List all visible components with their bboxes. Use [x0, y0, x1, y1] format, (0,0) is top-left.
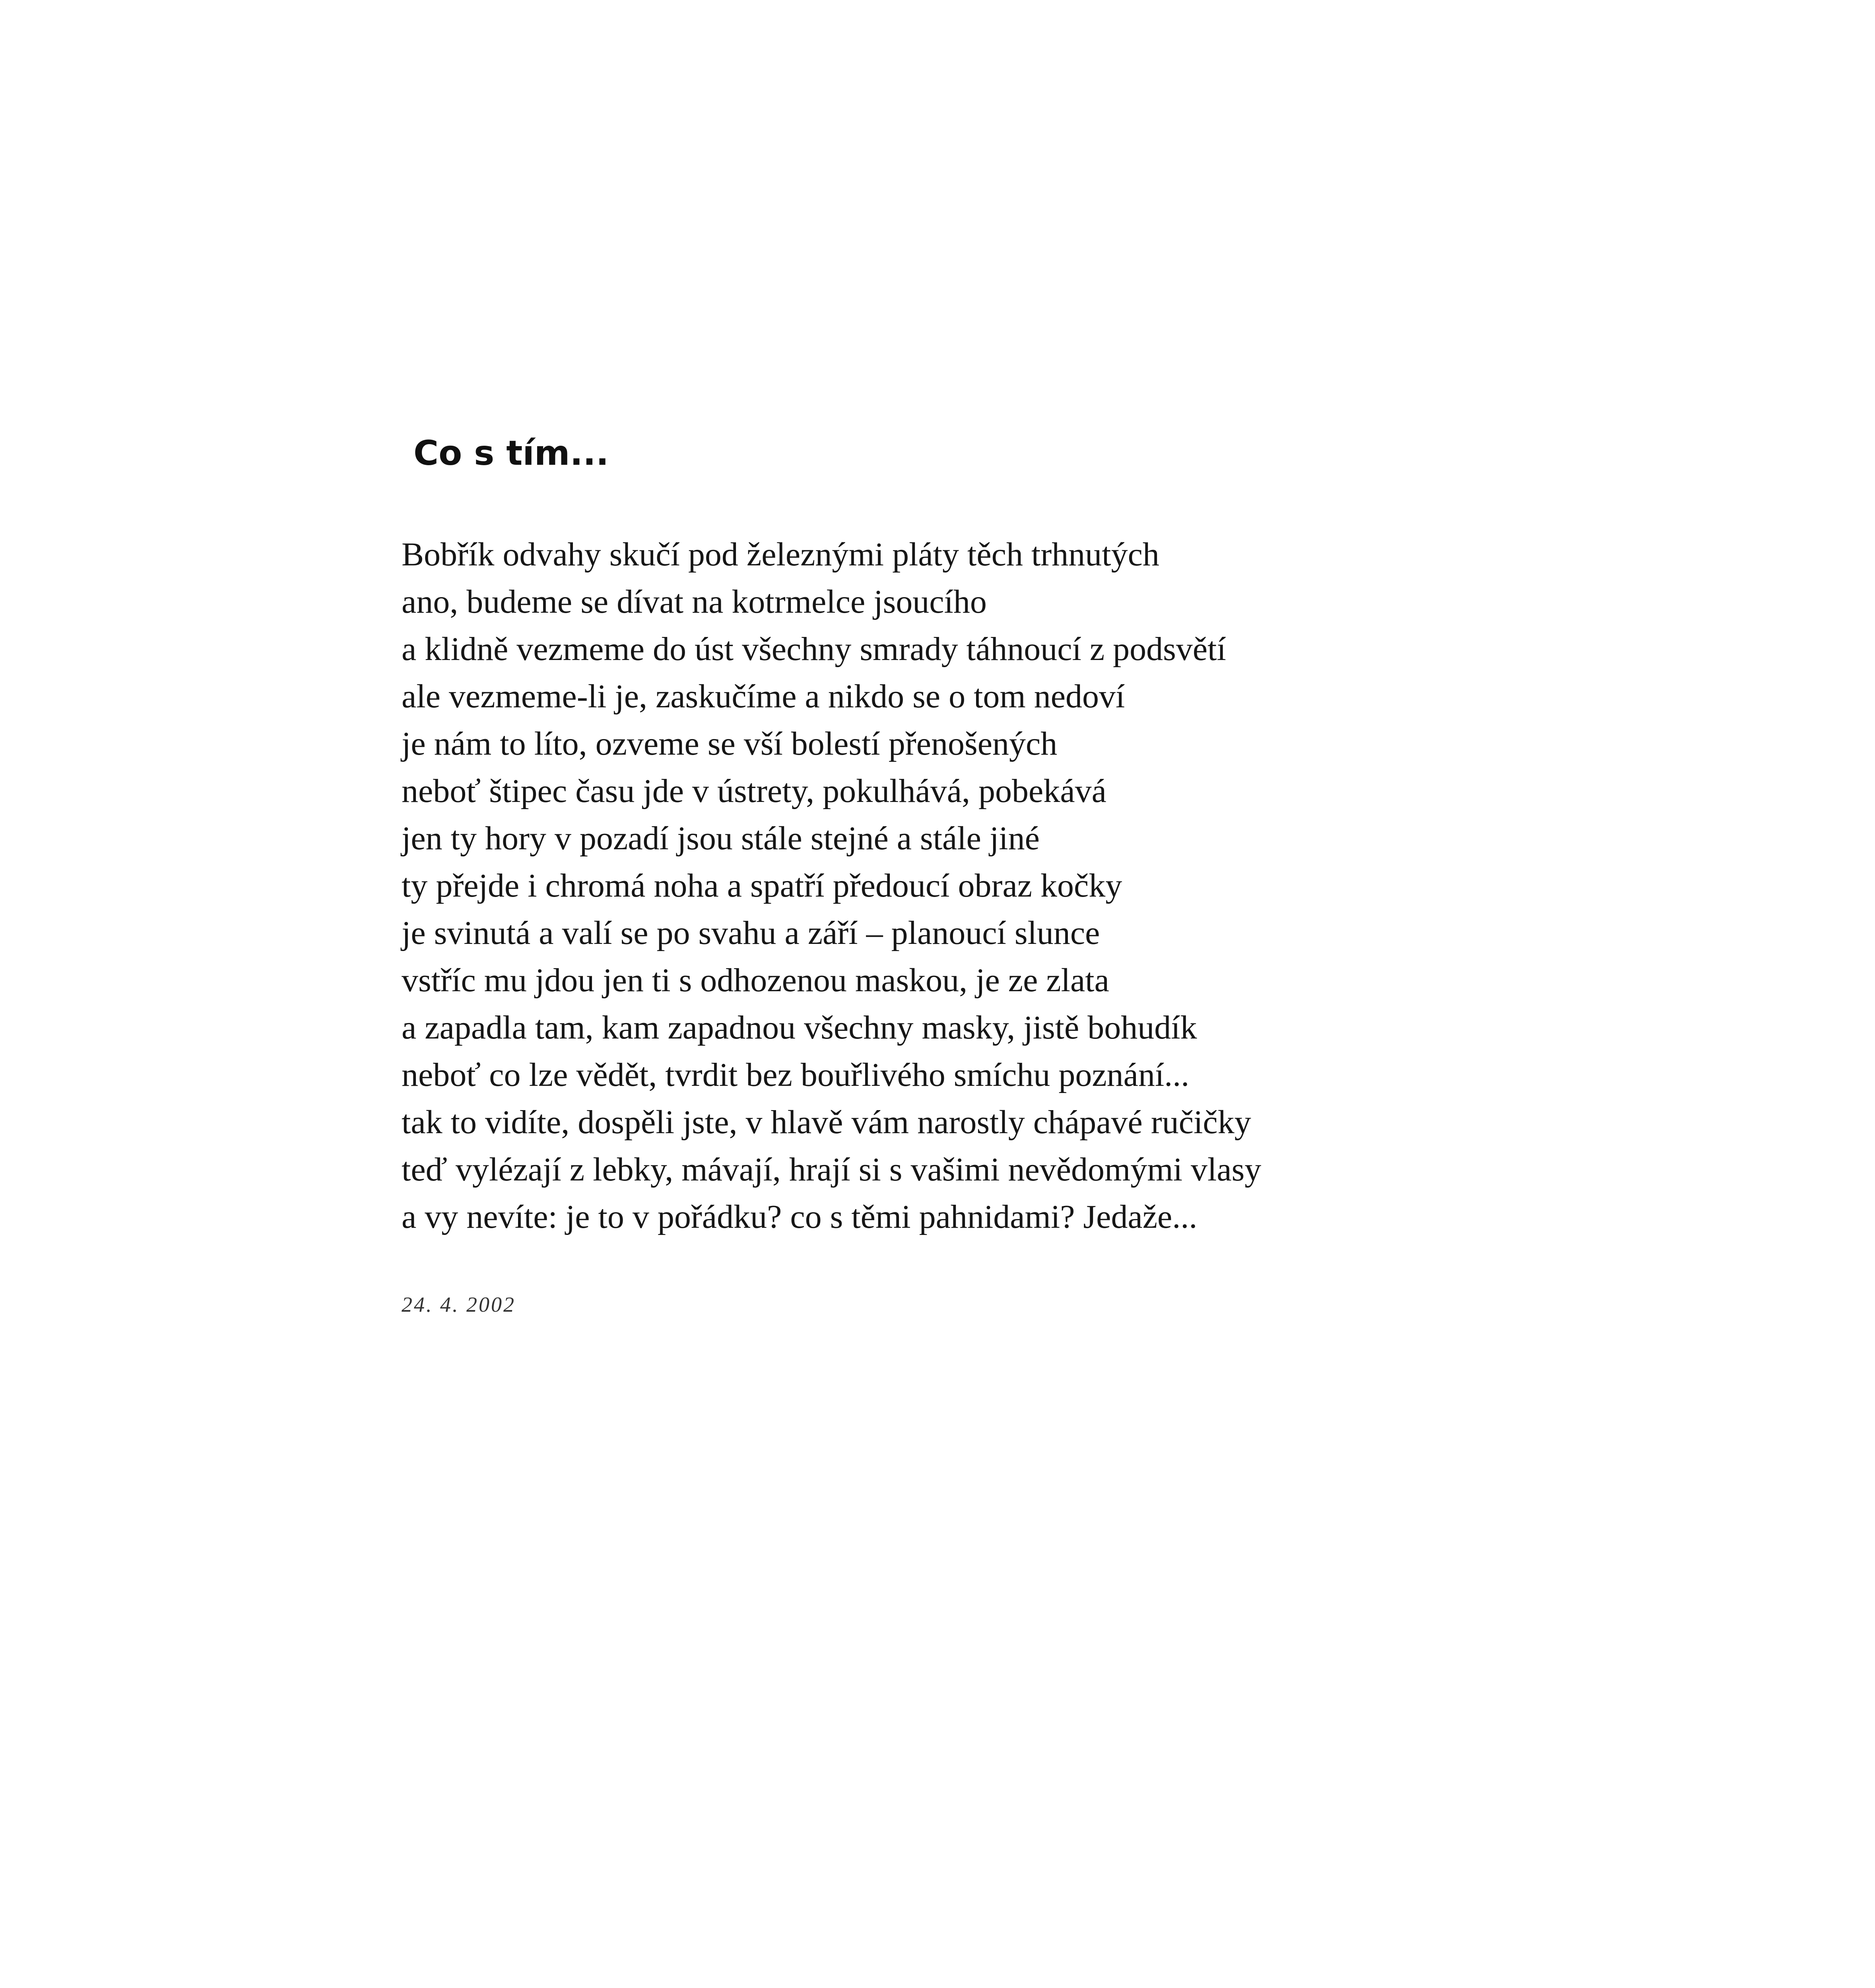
poem-line: je nám to líto, ozveme se vší bolestí přenošených: [402, 725, 1058, 762]
poem-line: neboť co lze vědět, tvrdit bez bouřlivého smíchu poznání...: [402, 1056, 1190, 1093]
poem-body: [402, 531, 1261, 1241]
poem-line: Bobřík odvahy skučí pod železnými pláty těch trhnutých: [402, 536, 1159, 573]
poem-line: ale vezmeme-li je, zaskučíme a nikdo se o tom nedoví: [402, 678, 1125, 715]
poem-line: teď vylézají z lebky, mávají, hrají si s vašimi nevědomými vlasy: [402, 1151, 1262, 1188]
poem-line: tak to vidíte, dospěli jste, v hlavě vám narostly chápavé ručičky: [402, 1104, 1251, 1141]
poem-line: neboť štipec času jde v ústrety, pokulhává, pobekává: [402, 773, 1106, 810]
poem-line: a vy nevíte: je to v pořádku? co s těmi pahnidami? Jedaže...: [402, 1198, 1198, 1235]
poem-line: jen ty hory v pozadí jsou stále stejné a stále jiné: [402, 820, 1040, 857]
poem-date: 24. 4. 2002: [402, 1293, 516, 1316]
poem-title: Co s tím...: [413, 433, 609, 473]
poem-line: je svinutá a valí se po svahu a září – planoucí slunce: [402, 914, 1100, 951]
poem-line: ty přejde i chromá noha a spatří předoucí obraz kočky: [402, 867, 1122, 904]
poem-line: ano, budeme se dívat na kotrmelce jsoucího: [402, 583, 987, 620]
poem-line: vstříc mu jdou jen ti s odhozenou maskou, je ze zlata: [402, 962, 1109, 999]
poem-line: a zapadla tam, kam zapadnou všechny masky, jistě bohudík: [402, 1009, 1197, 1046]
poem-line: a klidně vezmeme do úst všechny smrady táhnoucí z podsvětí: [402, 631, 1226, 668]
